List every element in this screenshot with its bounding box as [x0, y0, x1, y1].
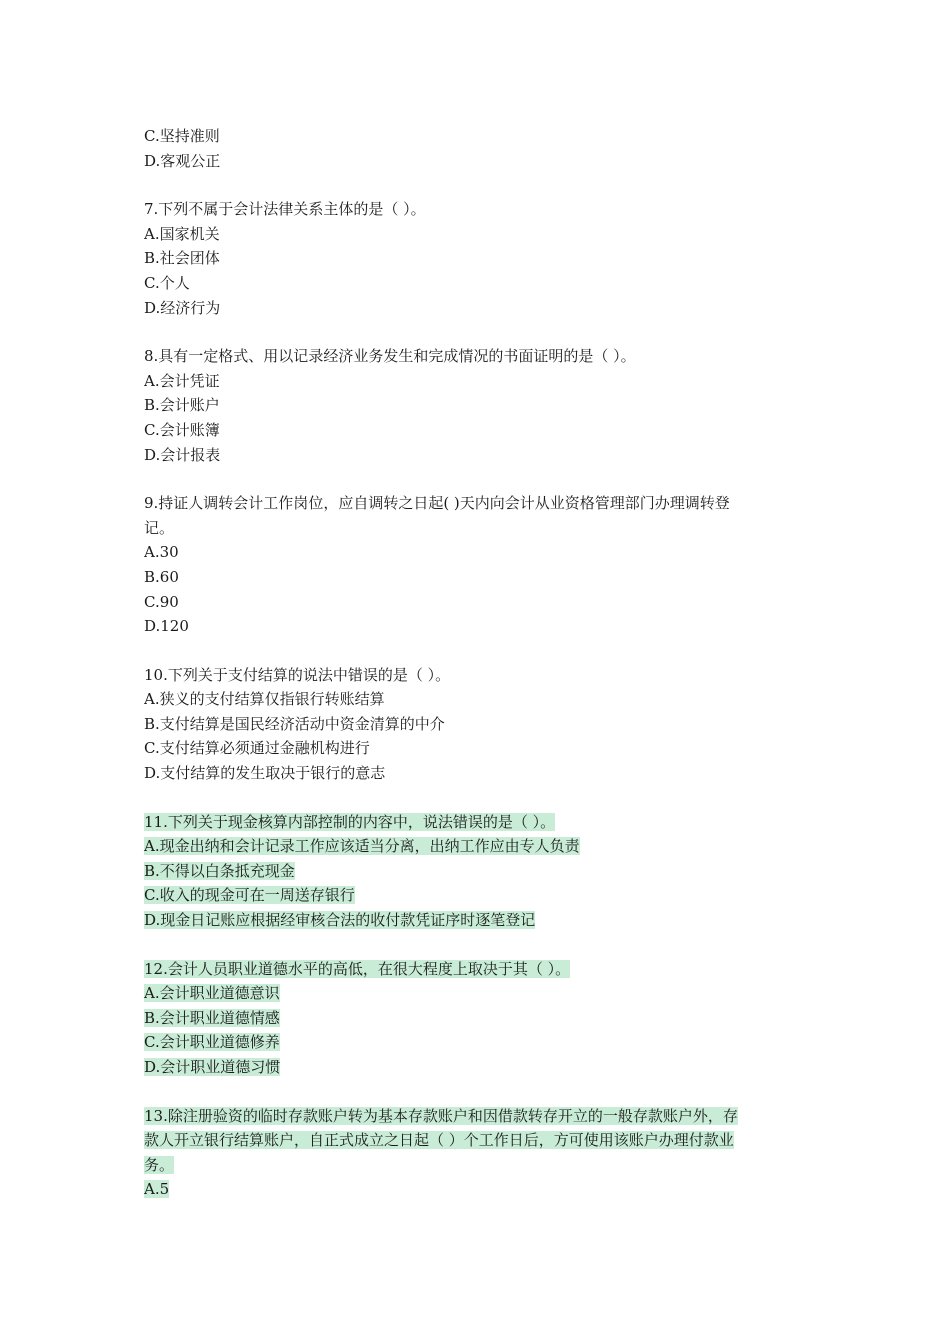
- question-stem: 9.持证人调转会计工作岗位，应自调转之日起( )天内向会计从业资格管理部门办理调转登: [144, 494, 730, 513]
- option-c: C.90: [144, 592, 179, 611]
- question-stem-continued: 务。: [144, 1155, 175, 1174]
- option-c: C.个人: [144, 273, 190, 292]
- question-stem: 8.具有一定格式、用以记录经济业务发生和完成情况的书面证明的是（ ）。: [144, 347, 636, 366]
- option-a: A.会计凭证: [144, 371, 220, 390]
- option-a: A.5: [144, 1180, 170, 1199]
- option-d: D.120: [144, 617, 189, 636]
- option-a: A.狭义的支付结算仅指银行转账结算: [144, 690, 385, 709]
- question-8: [144, 344, 814, 467]
- option-a: A.现金出纳和会计记录工作应该适当分离，出纳工作应由专人负责: [144, 837, 580, 856]
- option-b: B.会计账户: [144, 396, 220, 415]
- question-stem-continued: 记。: [144, 518, 175, 537]
- option-c: C.坚持准则: [144, 127, 220, 145]
- option-d: D.客观公正: [144, 151, 221, 170]
- option-a: A.30: [144, 543, 179, 562]
- option-a: A.国家机关: [144, 224, 220, 243]
- question-stem: 13.除注册验资的临时存款账户转为基本存款账户和因借款转存开立的一般存款账户外，存: [144, 1106, 738, 1125]
- question-13: [144, 1104, 814, 1202]
- option-c: C.会计账簿: [144, 420, 220, 439]
- option-d: D.会计报表: [144, 445, 221, 464]
- option-d: D.支付结算的发生取决于银行的意志: [144, 764, 386, 783]
- option-c: C.支付结算必须通过金融机构进行: [144, 739, 370, 758]
- option-b: B.会计职业道德情感: [144, 1008, 280, 1027]
- question-6-partial: [144, 124, 814, 173]
- option-c: C.会计职业道德修养: [144, 1033, 280, 1052]
- option-c: C.收入的现金可在一周送存银行: [144, 886, 355, 905]
- question-9: [144, 491, 814, 639]
- question-10: [144, 663, 814, 786]
- option-b: B.不得以白条抵充现金: [144, 861, 295, 880]
- option-b: B.社会团体: [144, 249, 220, 268]
- option-d: D.现金日记账应根据经审核合法的收付款凭证序时逐笔登记: [144, 911, 536, 930]
- question-stem: 11.下列关于现金核算内部控制的内容中，说法错误的是（ ）。: [144, 812, 556, 831]
- option-d: D.经济行为: [144, 298, 221, 317]
- question-stem: 7.下列不属于会计法律关系主体的是（ ）。: [144, 200, 426, 219]
- document-page: [144, 124, 814, 1202]
- question-12: [144, 957, 814, 1080]
- option-b: B.60: [144, 567, 179, 586]
- option-a: A.会计职业道德意识: [144, 984, 280, 1003]
- question-stem-continued: 款人开立银行结算账户，自正式成立之日起（ ）个工作日后，方可使用该账户办理付款业: [144, 1131, 734, 1150]
- option-d: D.会计职业道德习惯: [144, 1058, 281, 1076]
- question-stem: 10.下列关于支付结算的说法中错误的是（ ）。: [144, 665, 451, 684]
- question-7: [144, 197, 814, 320]
- question-stem: 12.会计人员职业道德水平的高低，在很大程度上取决于其（ ）。: [144, 959, 571, 978]
- option-b: B.支付结算是国民经济活动中资金清算的中介: [144, 714, 445, 733]
- question-11: [144, 810, 814, 933]
